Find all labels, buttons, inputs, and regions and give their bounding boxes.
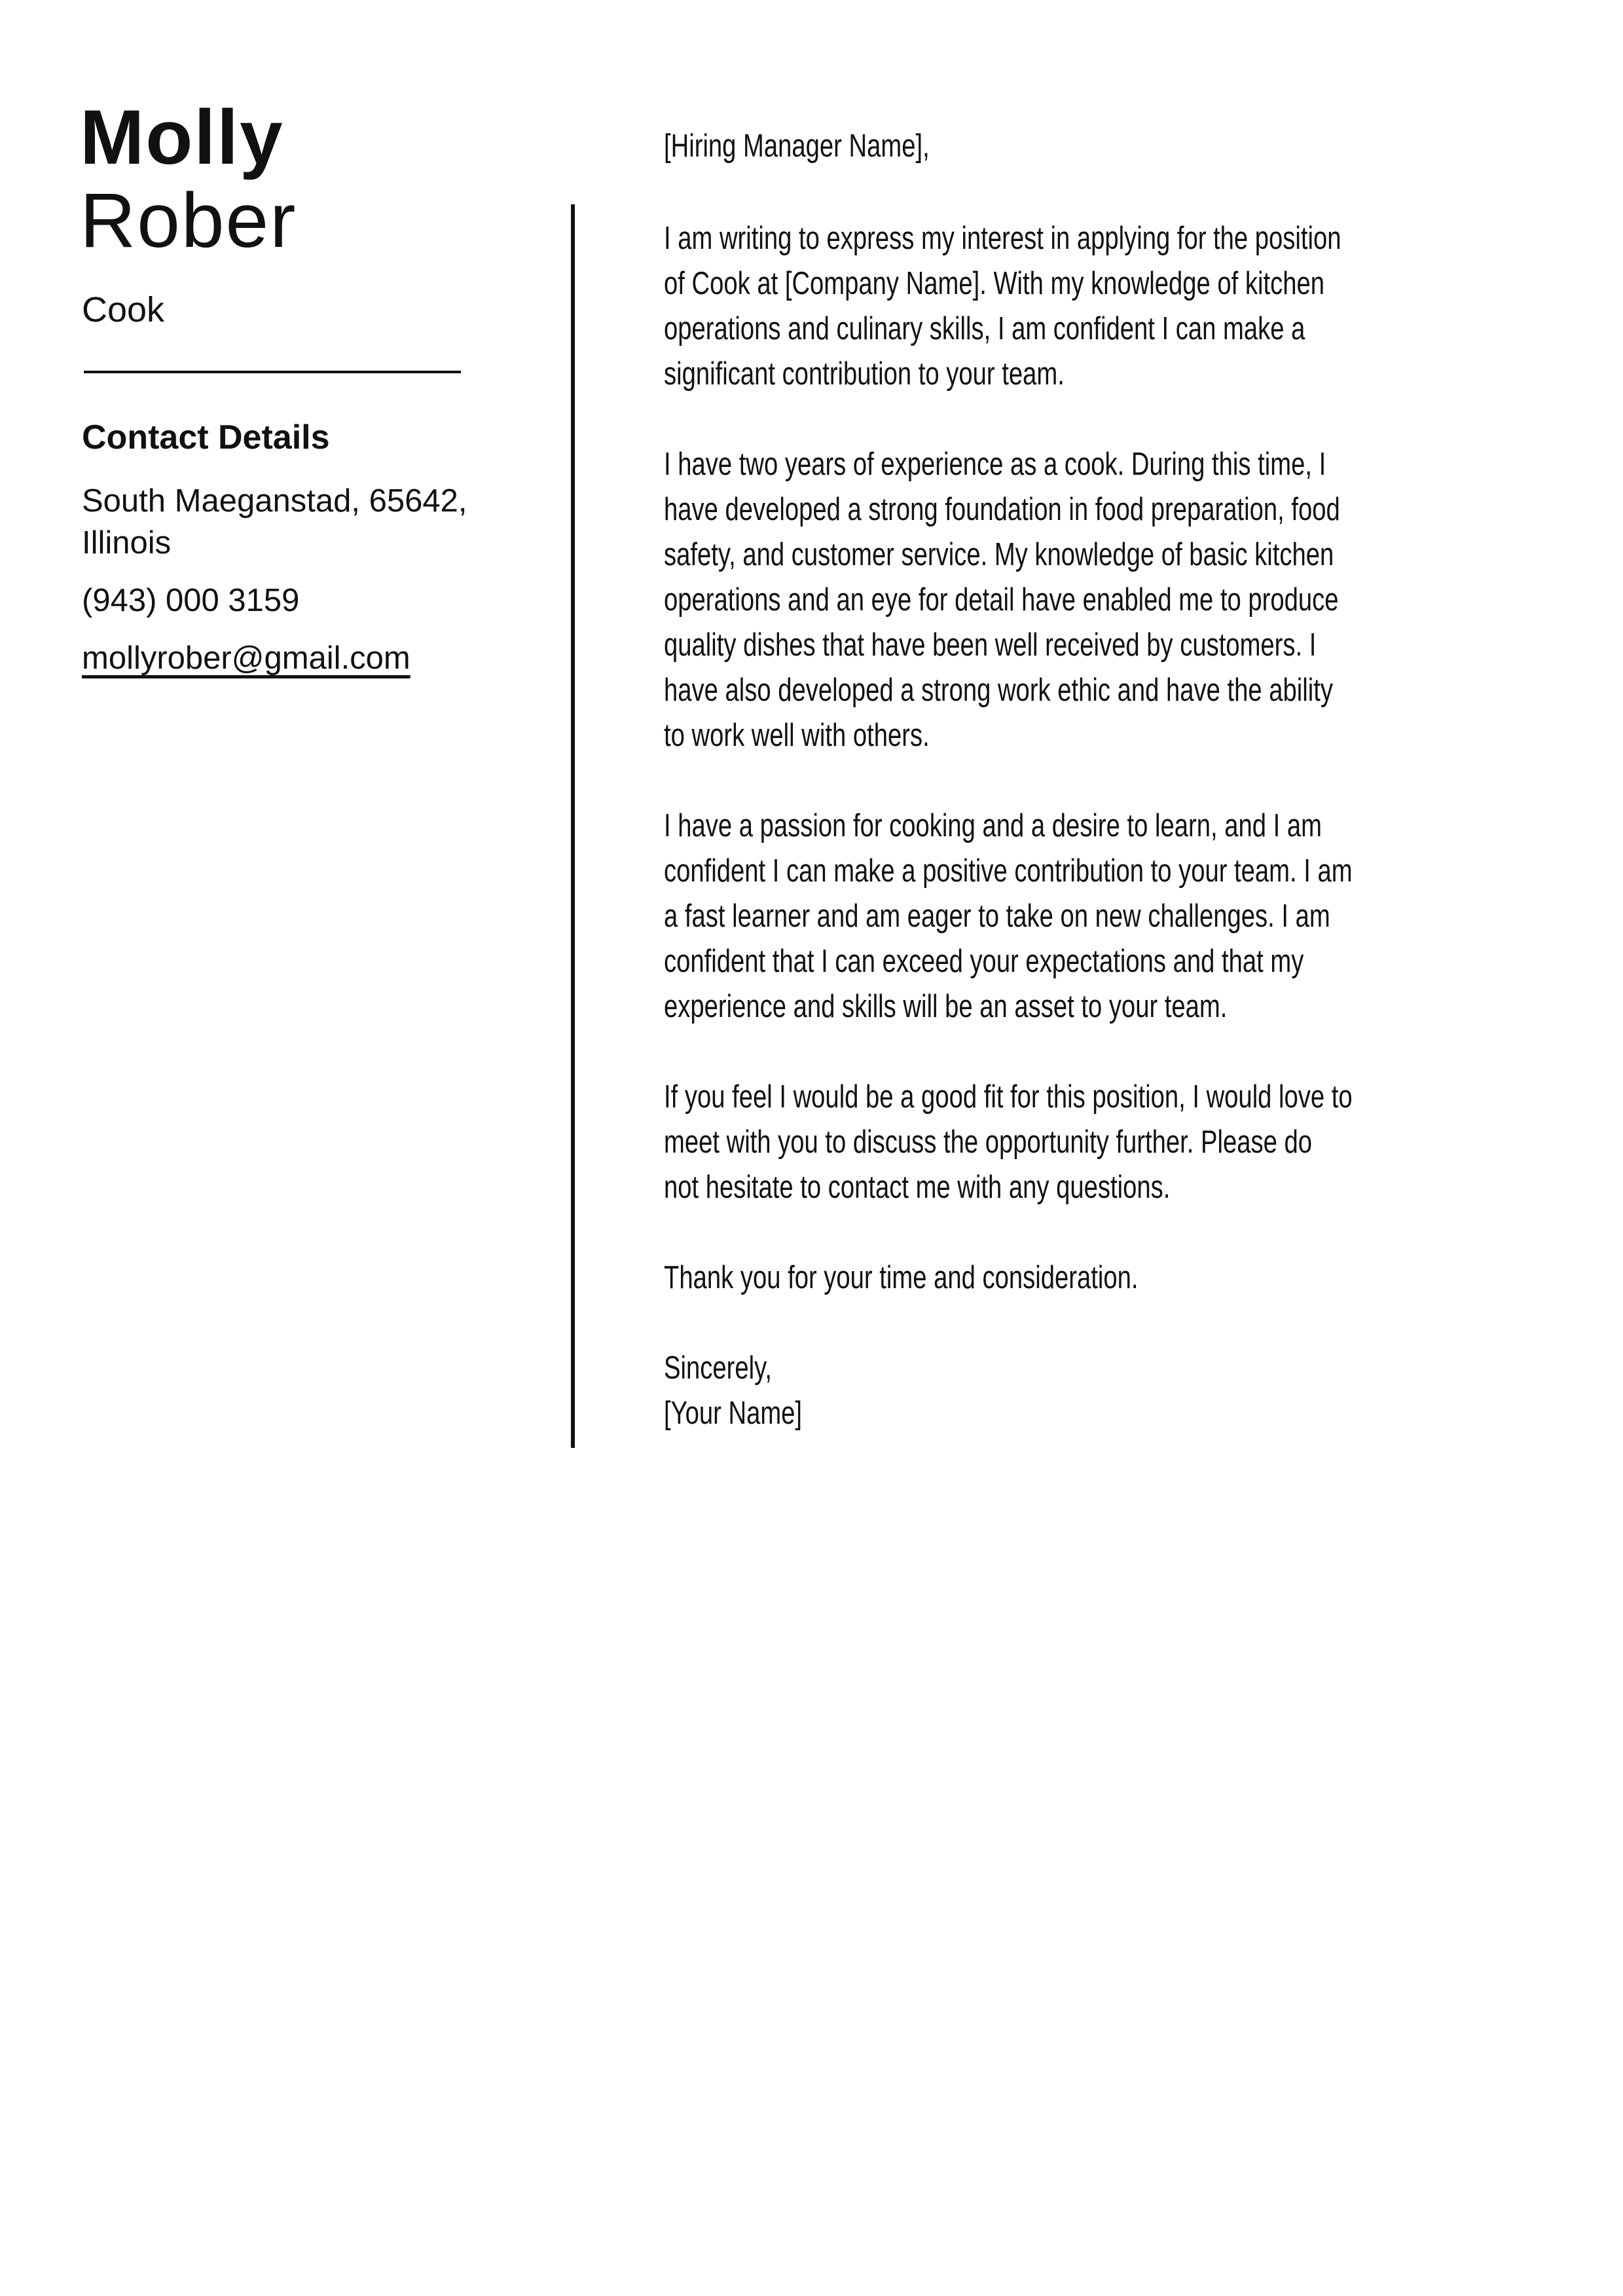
candidate-name <box>80 96 297 263</box>
letter-line: not hesitate to contact me with any questions. <box>664 1170 1171 1205</box>
letter-line: If you feel I would be a good fit for this position, I would love to <box>664 1079 1353 1115</box>
contact-details-heading: Contact Details <box>82 418 330 456</box>
letter-line: meet with you to discuss the opportunity further. Please do <box>664 1124 1313 1160</box>
contact-phone: (943) 000 3159 <box>82 583 300 618</box>
letter-paragraph <box>664 1255 1508 1301</box>
letter-line: have developed a strong foundation in food preparation, food <box>664 492 1340 527</box>
letter-line: I am writing to express my interest in applying for the position <box>664 221 1341 256</box>
letter-paragraph <box>664 216 1508 397</box>
letter-line: experience and skills will be an asset to your team. <box>664 989 1228 1024</box>
candidate-last-name: Rober <box>80 177 297 264</box>
contact-address-line: South Maeganstad, 65642, <box>82 483 467 519</box>
contact-email-link[interactable]: mollyrober@gmail.com <box>82 640 410 676</box>
contact-section <box>82 480 467 695</box>
letter-line: operations and an eye for detail have enabled me to produce <box>664 582 1339 618</box>
letter-line: Thank you for your time and consideration. <box>664 1260 1139 1295</box>
letter-line: operations and culinary skills, I am confident I can make a <box>664 311 1305 346</box>
letter-closing <box>664 1346 1508 1436</box>
section-divider-rule <box>84 371 461 373</box>
contact-address <box>82 480 467 564</box>
letter-line: significant contribution to your team. <box>664 356 1065 392</box>
job-title: Cook <box>82 290 165 329</box>
letter-paragraph <box>664 1075 1508 1210</box>
letter-line: I have a passion for cooking and a desire to learn, and I am <box>664 808 1322 843</box>
contact-address-line: Illinois <box>82 525 172 561</box>
letter-body <box>571 204 1508 1448</box>
letter-line: I have two years of experience as a cook. During this time, I <box>664 447 1326 482</box>
letter-line: a fast learner and am eager to take on new challenges. I am <box>664 898 1330 934</box>
closing-signature-name: [Your Name] <box>664 1396 803 1431</box>
letter-line: quality dishes that have been well received by customers. I <box>664 627 1317 663</box>
letter-line: safety, and customer service. My knowledge of basic kitchen <box>664 537 1334 572</box>
letter-line: confident that I can exceed your expectations and that my <box>664 944 1304 979</box>
letter-line: confident I can make a positive contribution to your team. I am <box>664 853 1353 889</box>
letter-line: of Cook at [Company Name]. With my knowledge of kitchen <box>664 266 1325 301</box>
letter-paragraph <box>664 804 1508 1029</box>
letter-line: have also developed a strong work ethic and have the ability <box>664 673 1333 708</box>
letter-salutation: [Hiring Manager Name], <box>664 128 930 164</box>
closing-sincerely: Sincerely, <box>664 1350 772 1386</box>
letter-paragraph <box>664 442 1508 758</box>
candidate-first-name: Molly <box>80 94 284 181</box>
letter-line: to work well with others. <box>664 718 930 753</box>
